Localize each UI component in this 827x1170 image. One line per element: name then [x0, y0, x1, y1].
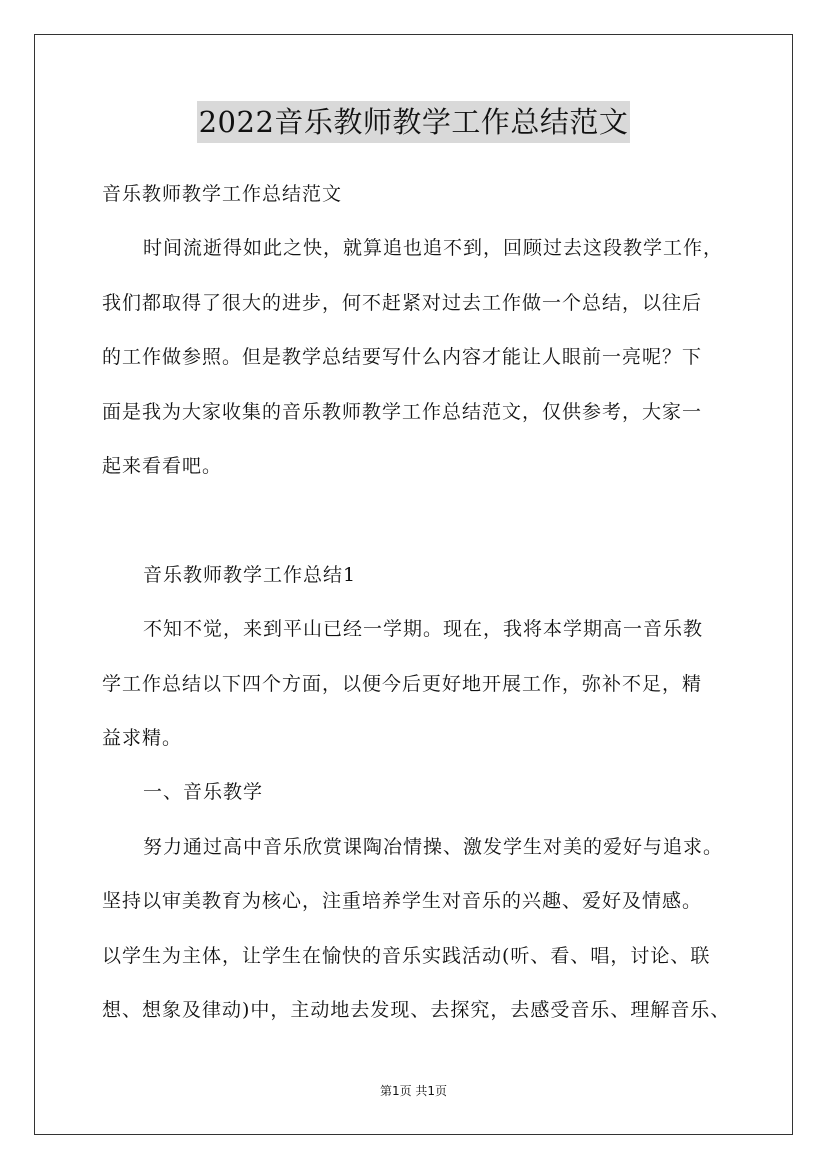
- paragraph-line: 面是我为大家收集的音乐教师教学工作总结范文，仅供参考，大家一: [102, 401, 703, 423]
- paragraph-line: 起来看看吧。: [102, 455, 223, 477]
- paragraph-line: 的工作做参照。但是教学总结要写什么内容才能让人眼前一亮呢？下: [102, 346, 703, 368]
- page-footer: 第1页 共1页: [379, 1084, 448, 1098]
- paragraph-line: 不知不觉，来到平山已经一学期。现在，我将本学期高一音乐教: [143, 618, 704, 640]
- subsection-heading: 一、音乐教学: [143, 781, 264, 803]
- document-title: 2022音乐教师教学工作总结范文: [197, 101, 631, 143]
- paragraph-line: 时间流逝得如此之快，就算追也追不到，回顾过去这段教学工作，: [143, 237, 724, 259]
- subtitle-line: 音乐教师教学工作总结范文: [102, 183, 343, 205]
- paragraph-line: 学工作总结以下四个方面，以便今后更好地开展工作，弥补不足，精: [102, 673, 703, 695]
- paragraph-line: 益求精。: [102, 727, 183, 749]
- paragraph-line: 以学生为主体，让学生在愉快的音乐实践活动(听、看、唱，讨论、联: [102, 945, 711, 967]
- title-container: [0, 101, 827, 143]
- paragraph-line: 努力通过高中音乐欣赏课陶冶情操、激发学生对美的爱好与追求。: [143, 836, 724, 858]
- paragraph-line: 坚持以审美教育为核心，注重培养学生对音乐的兴趣、爱好及情感。: [102, 890, 703, 912]
- section-heading: 音乐教师教学工作总结1: [143, 564, 357, 586]
- paragraph-line: 想、想象及律动)中，主动地去发现、去探究，去感受音乐、理解音乐、: [102, 999, 731, 1021]
- paragraph-line: 我们都取得了很大的进步，何不赶紧对过去工作做一个总结，以往后: [102, 292, 703, 314]
